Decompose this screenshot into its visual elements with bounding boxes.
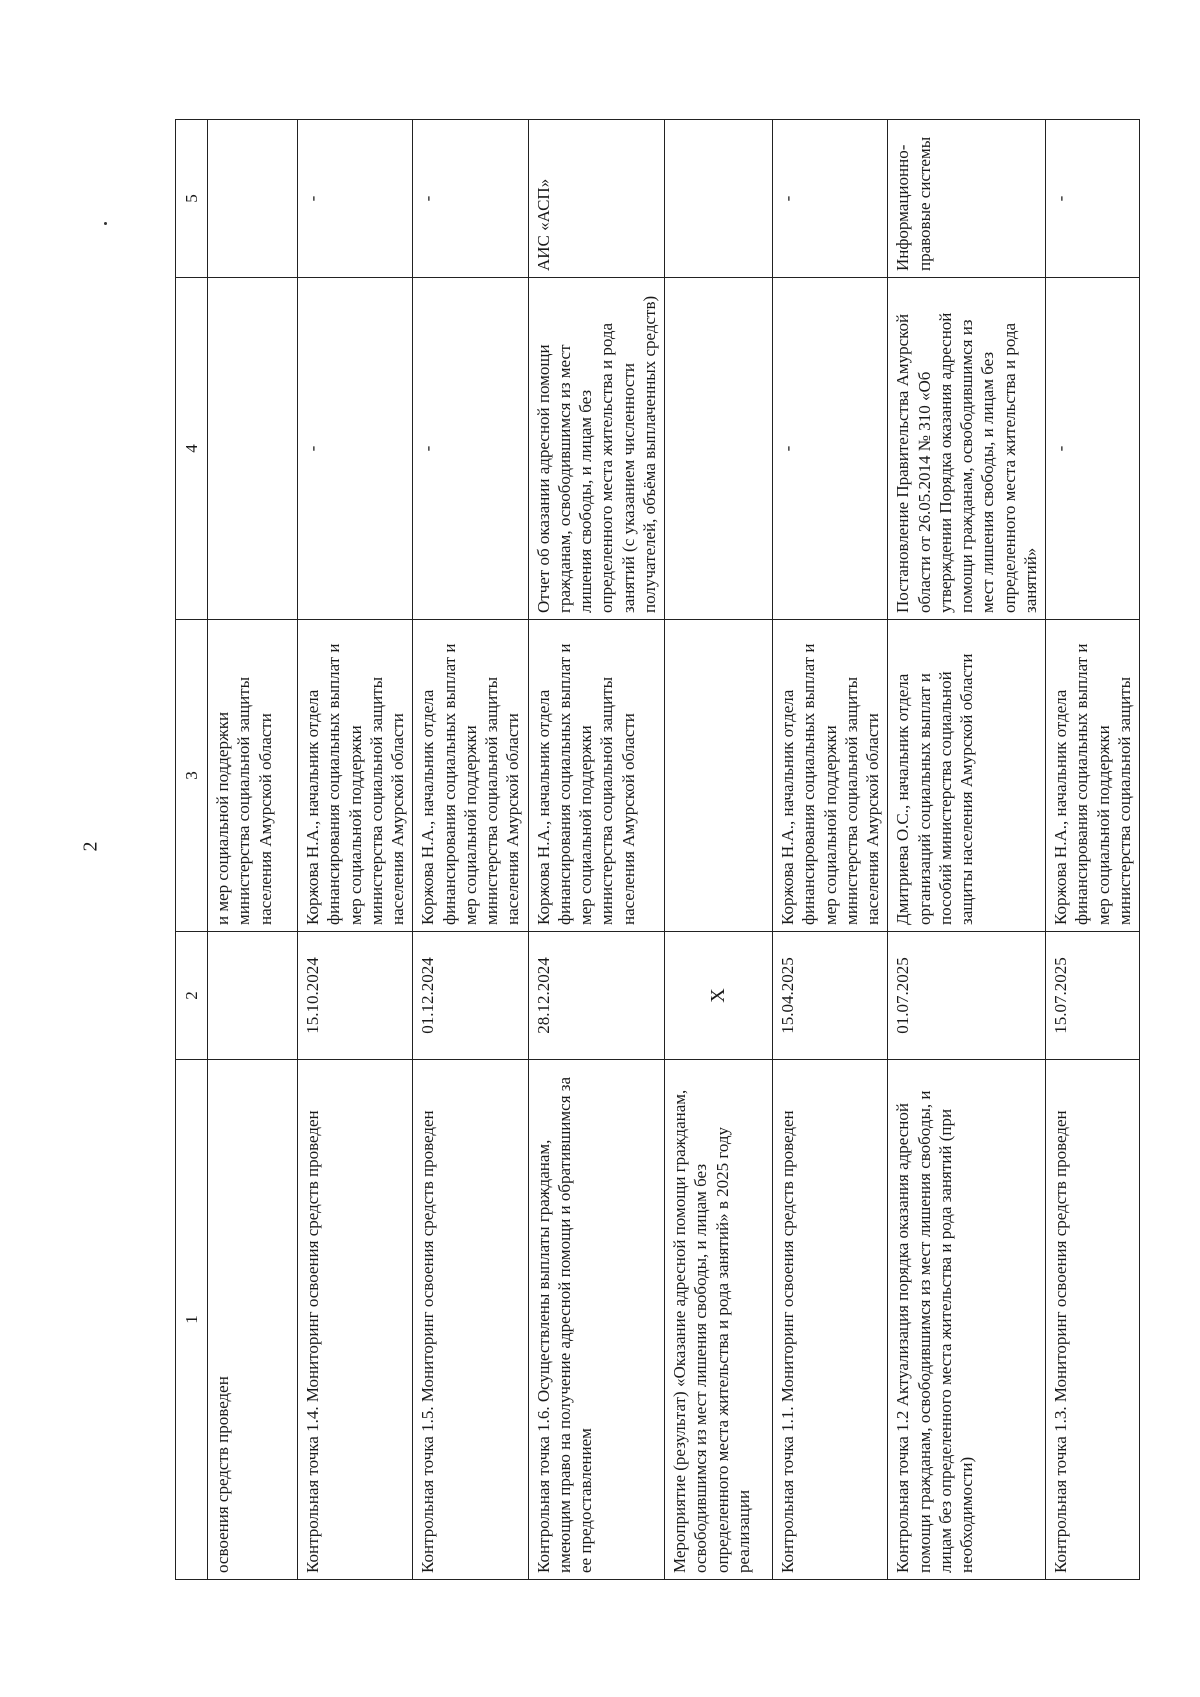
row-system-cell: -: [773, 120, 888, 278]
row-document-cell: Отчет об оказании адресной помощи гражданам, освободившимся из мест лишения свободы, и лицам без определенного места жительства и рода занятий (с указанием численности получателей, объёма выплаченных средств): [528, 278, 665, 620]
row-date-cell: 01.07.2025: [888, 932, 1046, 1060]
row-responsible-cell: Дмитриева О.С., начальник отдела организаций социальных выплат и пособий министерства социальной защиты населения Амурской области: [888, 620, 1046, 932]
row-responsible-cell: Коржова Н.А., начальник отдела финансирования социальных выплат и мер социальной поддержки министерства социальной защиты населения Амурской области: [773, 620, 888, 932]
table-row: [208, 120, 298, 1580]
page-number: 2: [79, 841, 102, 852]
table-row: [298, 120, 413, 1580]
table-row: [888, 120, 1046, 1580]
table-row: [413, 120, 528, 1580]
row-document-cell: -: [413, 278, 528, 620]
row-system-cell: АИС «АСП»: [528, 120, 665, 278]
row-title-cell: Контрольная точка 1.6. Осуществлены выплаты гражданам, имеющим право на получение адресной помощи и обратившимся за ее предоставлением: [528, 1060, 665, 1580]
row-responsible-cell: Коржова Н.А., начальник отдела финансирования социальных выплат и мер социальной поддержки министерства социальной защиты населения Амурской области: [528, 620, 665, 932]
scan-speck: [104, 222, 107, 225]
row-date-cell: 15.07.2025: [1046, 932, 1140, 1060]
row-title-cell: освоения средств проведен: [208, 1060, 298, 1580]
table-row: [665, 120, 773, 1580]
row-responsible-cell: и мер социальной поддержки министерства социальной защиты населения Амурской области: [208, 620, 298, 932]
header-col-3: 3: [176, 620, 208, 932]
row-title-cell: Контрольная точка 1.2 Актуализация порядка оказания адресной помощи гражданам, освободившимся из мест лишения свободы, и лицам без определенного места жительства и рода занятий (при необходимости): [888, 1060, 1046, 1580]
row-date-cell: [208, 932, 298, 1060]
row-title-cell: Мероприятие (результат) «Оказание адресной помощи гражданам, освободившимся из мест лишения свободы, и лицам без определенного места жительства и рода занятий» в 2025 году реализации: [665, 1060, 773, 1580]
control-points-table: [175, 119, 1140, 1580]
row-document-cell: -: [773, 278, 888, 620]
row-system-cell: Информационно-правовые системы: [888, 120, 1046, 278]
row-document-cell: -: [298, 278, 413, 620]
table-row: [528, 120, 665, 1580]
row-date-cell: 01.12.2024: [413, 932, 528, 1060]
row-date-cell: 15.10.2024: [298, 932, 413, 1060]
row-date-cell: 28.12.2024: [528, 932, 665, 1060]
row-system-cell: -: [413, 120, 528, 278]
row-document-cell: [208, 278, 298, 620]
row-date-cell: 15.04.2025: [773, 932, 888, 1060]
table-header-row: [176, 120, 208, 1580]
row-responsible-cell: Коржова Н.А., начальник отдела финансирования социальных выплат и мер социальной поддержки министерства социальной защиты населения Амурской области: [298, 620, 413, 932]
header-col-1: 1: [176, 1060, 208, 1580]
row-responsible-cell: Коржова Н.А., начальник отдела финансирования социальных выплат и мер социальной поддержки министерства социальной защиты населения Амурской области: [413, 620, 528, 932]
row-title-cell: Контрольная точка 1.1. Мониторинг освоения средств проведен: [773, 1060, 888, 1580]
table-row: [1046, 120, 1140, 1580]
row-system-cell: -: [1046, 120, 1140, 278]
row-title-cell: Контрольная точка 1.5. Мониторинг освоения средств проведен: [413, 1060, 528, 1580]
header-col-5: 5: [176, 120, 208, 278]
row-document-cell: Постановление Правительства Амурской области от 26.05.2014 № 310 «Об утверждении Порядка оказания адресной помощи гражданам, освободившимся из мест лишения свободы, и лицам без определенного места жительства и рода занятий»: [888, 278, 1046, 620]
header-col-4: 4: [176, 278, 208, 620]
row-document-cell: [665, 278, 773, 620]
row-title-cell: Контрольная точка 1.3. Мониторинг освоения средств проведен: [1046, 1060, 1140, 1580]
row-title-cell: Контрольная точка 1.4. Мониторинг освоения средств проведен: [298, 1060, 413, 1580]
row-date-cell: Х: [665, 932, 773, 1060]
header-col-2: 2: [176, 932, 208, 1060]
row-responsible-cell: Коржова Н.А., начальник отдела финансирования социальных выплат и мер социальной поддержки министерства социальной защиты: [1046, 620, 1140, 932]
row-system-cell: [208, 120, 298, 278]
table-row: [773, 120, 888, 1580]
row-responsible-cell: [665, 620, 773, 932]
row-system-cell: [665, 120, 773, 278]
rotated-table-wrapper: [175, 120, 1134, 1580]
row-system-cell: -: [298, 120, 413, 278]
row-document-cell: -: [1046, 278, 1140, 620]
